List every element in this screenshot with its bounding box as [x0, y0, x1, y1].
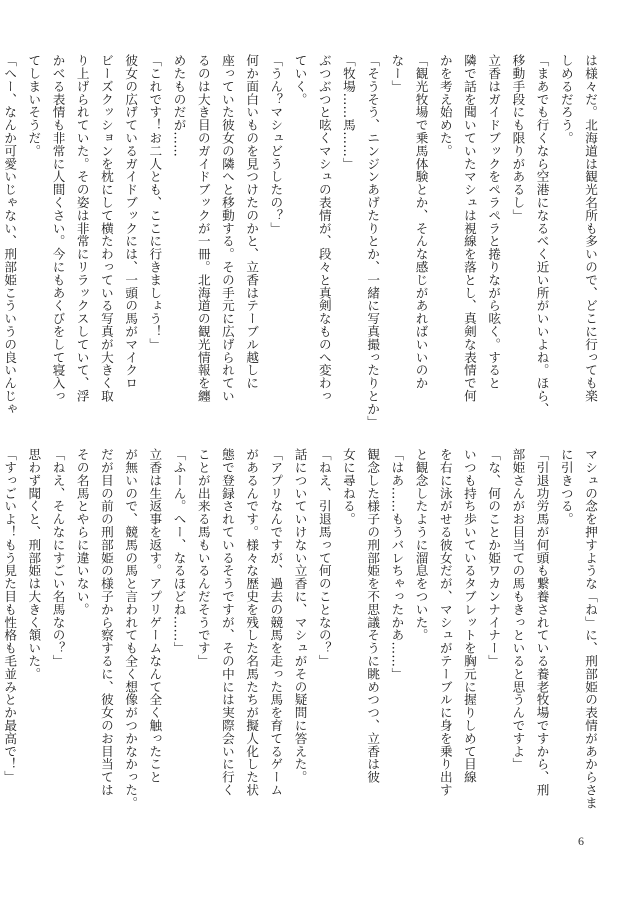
lower-line: 女に尋ねる。: [340, 448, 356, 526]
upper-line: かを考え始めた。: [437, 54, 453, 158]
lower-line: 立香は生返事を返す。アプリゲームなんて全く触ったこと: [147, 448, 163, 784]
upper-line: るのは大き目のガイドブックが一冊。北海道の観光情報を纏: [195, 54, 211, 403]
upper-line: 「まあでも行くなら空港になるべく近い所がいいよね。ほら、: [534, 54, 550, 416]
upper-line: てしまいそうだ。: [26, 54, 42, 158]
lower-line: 部姫さんがお目当ての馬もきっといると思うんですよ」: [510, 448, 526, 771]
upper-line: 「へー、なんか可愛いじゃない、刑部姫こういうの良いんじゃ: [2, 54, 18, 416]
lower-line: 「引退功労馬が何頭も繋養されている養老牧場ですから、刑: [534, 448, 550, 797]
lower-line: 態で登録されているそうですが、その中には実際会いに行く: [219, 448, 235, 797]
lower-line: が無いので、競馬の馬と言われても全く想像がつかなかった。: [123, 448, 139, 810]
lower-line: ことが出来る馬もいるんだそうです」: [195, 448, 211, 668]
upper-line: ていく。: [292, 54, 308, 106]
upper-line: 座っていた彼女の隣へと移動する。その手元に広げられてい: [219, 54, 235, 403]
lower-line: 観念した様子の刑部姫を不思議そうに眺めつつ、立香は彼: [365, 448, 381, 784]
lower-line: と観念したように溜息をついた。: [413, 448, 429, 642]
upper-line: は様々だ。北海道は観光名所も多いので、どこに行っても楽: [583, 54, 598, 403]
lower-line: 「な、何のことか姫ワカンナイナー」: [486, 448, 502, 668]
upper-line: 「牧場……馬……」: [340, 54, 356, 171]
lower-line: 「ふーん。へー、なるほどね……」: [171, 448, 187, 655]
lower-line: を右に泳がせる彼女だが、マシュがテーブルに身を乗り出す: [437, 448, 453, 797]
lower-line: 「アプリなんですが、過去の競馬を走った馬を育てるゲーム: [268, 448, 284, 797]
lower-line: 「ねえ、そんなにすごい名馬なの？」: [50, 448, 66, 668]
upper-line: り上げられていた。その姿は非常にリラックスしていて、浮: [74, 54, 90, 403]
lower-line: 「ねえ、引退馬って何のことなの？」: [316, 448, 332, 668]
upper-line: ぶつぶつと呟くマシュの表情が、段々と真剣なものへ変わっ: [316, 54, 332, 403]
upper-line: ビーズクッションを枕にして横たわっている写真が大きく取: [98, 54, 114, 403]
lower-line: マシュの念を押すような「ね」に、刑部姫の表情があからさま: [583, 448, 598, 810]
lower-text-block: [2, 448, 602, 820]
lower-line: 話についていけない立香に、マシュがその疑問に答えた。: [292, 448, 308, 784]
upper-line: めたものだが……: [171, 54, 187, 158]
upper-line: かべる表情も非常に人間くさい。今にもあくびをして寝入っ: [50, 54, 66, 403]
upper-line: なー」: [389, 54, 405, 93]
upper-line: 立香はガイドブックをペラペラと捲りながら呟く。すると: [486, 54, 502, 390]
upper-line: 何か面白いものを見つけたのかと、立香はテーブル越しに: [244, 54, 260, 390]
upper-text-block: [2, 54, 602, 429]
page-number: 6: [578, 834, 584, 848]
lower-line: だが目の前の刑部姫の様子から察するに、彼女のお目当ては: [98, 448, 114, 797]
lower-line: いつも持ち歩いているタブレットを胸元に握りしめて目線: [461, 448, 477, 784]
lower-line: 「はあ……もうバレちゃったかあ……」: [389, 448, 405, 681]
lower-line: に引きつる。: [558, 448, 574, 526]
lower-line: その名馬とやらに違いない。: [74, 448, 90, 616]
upper-line: 「うん？マシュどうしたの？」: [268, 54, 284, 235]
lower-line: があるんです。様々な歴史を残した名馬たちが擬人化した状: [244, 448, 260, 797]
upper-line: 移動手段にも限りがあるし」: [510, 54, 526, 222]
upper-line: 彼女の広げているガイドブックには、一頭の馬がマイクロ: [123, 54, 139, 390]
upper-line: 隣で話を聞いていたマシュは視線を落とし、真剣な表情で何: [461, 54, 477, 403]
lower-line: 思わず聞くと、刑部姫は大きく頷いた。: [26, 448, 42, 681]
upper-line: 「これです！お二人とも、ここに行きましょう！」: [147, 54, 163, 351]
upper-line: 「そうそう、ニンジンあげたりとか、一緒に写真撮ったりとか」: [365, 54, 381, 429]
lower-line: 「すっごいよ！もう見た目も性格も毛並みとか最高で！」: [2, 448, 18, 784]
upper-line: しめるだろう。: [558, 54, 574, 145]
upper-line: 「観光牧場で乗馬体験とか、そんな感じがあればいいのか: [413, 54, 429, 390]
